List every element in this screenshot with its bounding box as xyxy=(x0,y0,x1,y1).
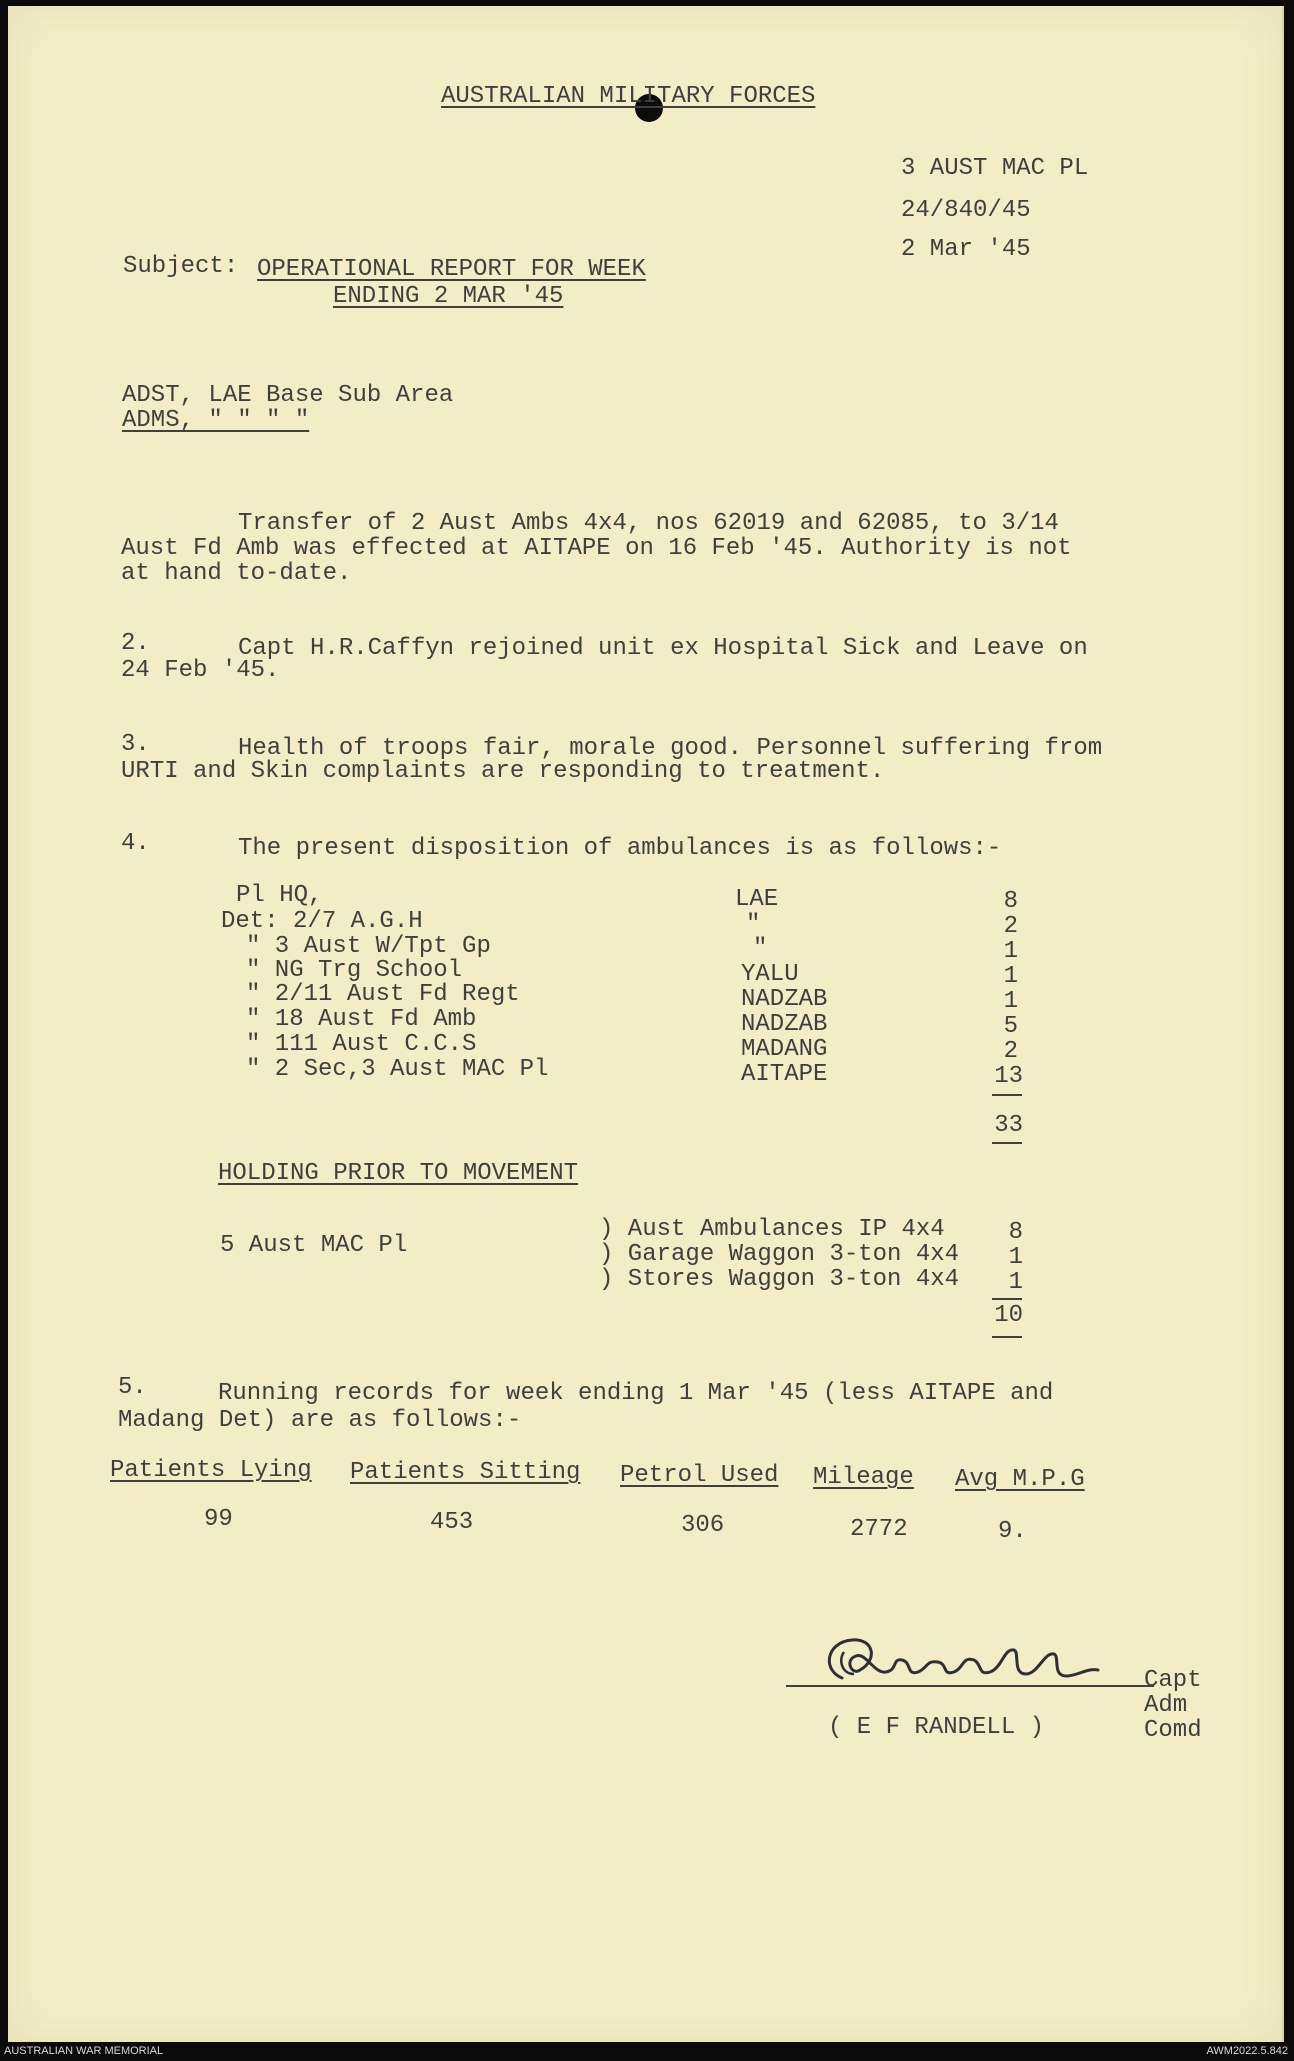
disposition-unit: Det: 2/7 A.G.H xyxy=(221,908,423,935)
subject-line-2: ENDING 2 MAR '45 xyxy=(333,283,564,310)
disposition-unit: " 18 Aust Fd Amb xyxy=(246,1006,477,1033)
holding-heading: HOLDING PRIOR TO MOVEMENT xyxy=(218,1160,579,1187)
para1-line-1: Transfer of 2 Aust Ambs 4x4, nos 62019 and 62085, to 3/14 xyxy=(238,510,1059,537)
document-date: 2 Mar '45 xyxy=(901,236,1031,263)
letterhead: AUSTRALIAN MILITARY FORCES xyxy=(441,83,816,110)
disposition-location: NADZAB xyxy=(741,1011,828,1038)
records-header: Patients Sitting xyxy=(350,1459,581,1486)
holding-count: 8 xyxy=(1008,1219,1023,1246)
holding-item: ) Garage Waggon 3-ton 4x4 xyxy=(599,1241,960,1268)
records-value: 9. xyxy=(998,1518,1027,1545)
disposition-location: NADZAB xyxy=(741,986,828,1013)
para5-number: 5. xyxy=(118,1374,147,1401)
disposition-count: 1 xyxy=(1003,963,1018,990)
document-page xyxy=(8,6,1284,2042)
disposition-location: LAE xyxy=(735,886,779,913)
disposition-total: 33 xyxy=(994,1112,1023,1139)
addressee-1: ADST, LAE Base Sub Area xyxy=(122,382,454,409)
records-value: 306 xyxy=(681,1512,725,1539)
subject-label: Subject: xyxy=(123,253,239,280)
total-rule xyxy=(992,1336,1022,1338)
para1-line-2: Aust Fd Amb was effected at AITAPE on 16 Feb '45. Authority is not xyxy=(121,535,1072,562)
signatory-title-2: Comd xyxy=(1144,1717,1202,1744)
disposition-location: " xyxy=(746,911,761,938)
subject-line-1: OPERATIONAL REPORT FOR WEEK xyxy=(257,256,646,283)
holding-count: 1 xyxy=(1008,1269,1023,1296)
disposition-unit: Pl HQ, xyxy=(236,882,323,909)
para1-line-3: at hand to-date. xyxy=(121,560,352,587)
para4-number: 4. xyxy=(121,830,150,857)
disposition-count: 13 xyxy=(994,1063,1023,1090)
archive-reference: AWM2022.5.842 xyxy=(1206,2045,1288,2057)
addressee-2: ADMS, " " " " xyxy=(122,407,310,434)
disposition-count: 5 xyxy=(1003,1013,1018,1040)
para2-number: 2. xyxy=(121,630,150,657)
disposition-count: 1 xyxy=(1003,938,1018,965)
para4-text: The present disposition of ambulances is as follows:- xyxy=(238,835,1002,862)
para5-line-1: Running records for week ending 1 Mar '45 (less AITAPE and xyxy=(218,1380,1054,1407)
disposition-location: MADANG xyxy=(741,1036,828,1063)
disposition-unit: " 2 Sec,3 Aust MAC Pl xyxy=(246,1056,549,1083)
disposition-location: " xyxy=(753,935,768,962)
records-value: 453 xyxy=(430,1509,474,1536)
records-header: Avg M.P.G xyxy=(955,1466,1085,1493)
para3-number: 3. xyxy=(121,731,150,758)
archive-name: AUSTRALIAN WAR MEMORIAL xyxy=(4,2045,164,2057)
signature xyxy=(782,1630,1162,1700)
disposition-unit: " 3 Aust W/Tpt Gp xyxy=(246,933,491,960)
disposition-count: 2 xyxy=(1003,1038,1018,1065)
signatory-rank: Capt xyxy=(1144,1667,1202,1694)
records-header: Petrol Used xyxy=(620,1462,779,1489)
holding-total: 10 xyxy=(994,1302,1023,1329)
signatory-name: ( E F RANDELL ) xyxy=(828,1714,1045,1741)
records-value: 2772 xyxy=(850,1516,908,1543)
holding-unit: 5 Aust MAC Pl xyxy=(220,1232,408,1259)
para5-line-2: Madang Det) are as follows:- xyxy=(118,1407,522,1434)
para3-line-1: Health of troops fair, morale good. Personnel suffering from xyxy=(238,735,1103,762)
disposition-unit: " 111 Aust C.C.S xyxy=(246,1031,477,1058)
para2-line-2: 24 Feb '45. xyxy=(121,657,280,684)
total-rule xyxy=(992,1142,1022,1144)
disposition-location: AITAPE xyxy=(741,1061,828,1088)
archive-footer xyxy=(0,2044,1294,2061)
holding-item: ) Aust Ambulances IP 4x4 xyxy=(599,1216,945,1243)
disposition-unit: " 2/11 Aust Fd Regt xyxy=(246,981,520,1008)
disposition-count: 8 xyxy=(1003,888,1018,915)
sum-rule xyxy=(992,1298,1022,1300)
disposition-unit: " NG Trg School xyxy=(246,957,463,984)
sum-rule xyxy=(992,1094,1022,1096)
records-header: Mileage xyxy=(813,1464,914,1491)
records-header: Patients Lying xyxy=(110,1457,312,1484)
para2-line-1: Capt H.R.Caffyn rejoined unit ex Hospital Sick and Leave on xyxy=(238,635,1088,662)
para3-line-2: URTI and Skin complaints are responding to treatment. xyxy=(121,758,885,785)
signatory-title-1: Adm xyxy=(1144,1692,1188,1719)
records-value: 99 xyxy=(204,1506,233,1533)
disposition-location: YALU xyxy=(741,961,799,988)
unit-reference: 3 AUST MAC PL xyxy=(901,155,1089,182)
file-number: 24/840/45 xyxy=(901,197,1031,224)
disposition-count: 1 xyxy=(1003,988,1018,1015)
disposition-count: 2 xyxy=(1003,913,1018,940)
holding-count: 1 xyxy=(1008,1244,1023,1271)
holding-item: ) Stores Waggon 3-ton 4x4 xyxy=(599,1266,960,1293)
